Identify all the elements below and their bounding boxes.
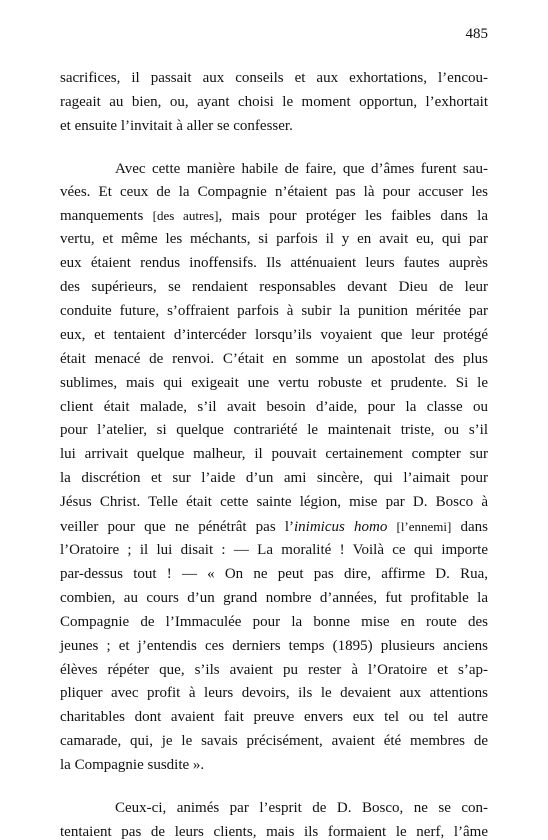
text-span: veiller pour que ne pénétrât pas l’ (60, 519, 294, 535)
text-span: conduite future, s’offraient parfois à subir la punition méritée par (60, 303, 488, 319)
text-span: la discrétion et sur l’aide d’un ami sincère, qui l’aimait pour (60, 470, 488, 486)
text-line (60, 543, 488, 558)
text-span: camarade, qui, je le savais précisément, avaient été membres de (60, 733, 488, 749)
text-line (60, 639, 488, 654)
text-span: Ceux-ci, animés par l’esprit de D. Bosco, ne se con- (115, 800, 488, 816)
text-line (60, 567, 488, 582)
text-span: pliquer avec profit à leurs devoirs, ils le devaient aux attentions (60, 685, 488, 701)
bracket-note: [des autres] (152, 208, 219, 223)
text-span: la Compagnie susdite ». (60, 757, 205, 773)
text-line (60, 615, 488, 630)
text-line (60, 710, 488, 725)
text-line (60, 400, 488, 415)
text-span: dans (451, 519, 489, 535)
text-span: rageait au bien, ou, ayant choisi le moment opportun, l’exhortait (60, 94, 488, 110)
text-span: lui arrivait quelque malheur, il pouvait certainement compter sur (60, 446, 488, 462)
text-span: jeunes ; et j’entendis ces derniers temps (1895) plusieurs anciens (60, 638, 488, 654)
text-span: pour l’atelier, si quelque contrariété le maintenait triste, ou s’il (60, 422, 488, 438)
text-line (60, 519, 488, 535)
text-line (115, 801, 488, 816)
text-span: était menacé de renvoi. C’était en somme un apostolat des plus (60, 351, 488, 367)
text-span: eux étaient rendus inoffensifs. Ils atténuaient leurs fautes auprès (60, 255, 488, 271)
text-line (60, 758, 488, 773)
text-line (60, 376, 488, 391)
page-number: 485 (465, 26, 488, 42)
text-span: sublimes, mais qui exigeait une vertu robuste et prudente. Si le (60, 375, 488, 391)
text-line (60, 256, 488, 271)
text-span: et ensuite l’invitait à aller se confesser. (60, 118, 293, 134)
text-span: des supérieurs, se rendaient responsables devant Dieu de leur (60, 279, 488, 295)
text-span: sacrifices, il passait aux conseils et aux exhortations, l’encou- (60, 70, 488, 86)
text-span: vertu, et même les méchants, si parfois il y en avait eu, qui par (60, 231, 488, 247)
text-line (60, 495, 488, 510)
text-span: eux, et tentaient d’intercéder lorsqu’ils voyaient que leur protégé (60, 327, 488, 343)
text-span: vées. Et ceux de la Compagnie n’étaient pas là pour accuser les (60, 184, 488, 200)
text-span: , mais pour protéger les faibles dans la (218, 208, 488, 224)
text-span: Compagnie de l’Immaculée pour la bonne mise en route des (60, 614, 488, 630)
italic-text: inimicus homo (294, 519, 388, 535)
text-line (60, 232, 488, 247)
text-span: Avec cette manière habile de faire, que d’âmes furent sau- (115, 161, 488, 177)
text-line (60, 471, 488, 486)
text-line (60, 119, 488, 134)
text-span: Jésus Christ. Telle était cette sainte légion, mise par D. Bosco à (60, 494, 488, 510)
text-line (60, 328, 488, 343)
text-span: tentaient pas de leurs clients, mais ils formaient le nerf, l’âme (60, 824, 488, 840)
text-line (60, 208, 488, 224)
text-line (60, 304, 488, 319)
text-line (60, 447, 488, 462)
text-line (60, 686, 488, 701)
text-line (60, 95, 488, 110)
text-span: élèves répéter que, s’ils avaient pu rester à l’Oratoire et s’ap- (60, 662, 488, 678)
text-span: l’Oratoire ; il lui disait : — La moralité ! Voilà ce qui importe (60, 542, 488, 558)
text-line (60, 663, 488, 678)
text-line (60, 71, 488, 86)
text-line (60, 825, 488, 840)
text-span: manquements (60, 208, 153, 224)
text-span: client était malade, s’il avait besoin d’aide, pour la classe ou (60, 399, 488, 415)
text-line (60, 280, 488, 295)
text-line (60, 591, 488, 606)
text-line (60, 734, 488, 749)
text-line (60, 352, 488, 367)
text-span: combien, au cours d’un grand nombre d’années, fut profitable la (60, 590, 488, 606)
text-line (115, 162, 488, 177)
text-line (60, 423, 488, 438)
text-span: par-dessus tout ! — « On ne peut pas dire, affirme D. Rua, (60, 566, 488, 582)
text-span: charitables dont avaient fait preuve envers eux tel ou tel autre (60, 709, 488, 725)
bracket-note: [l’ennemi] (396, 519, 452, 534)
text-line (60, 185, 488, 200)
